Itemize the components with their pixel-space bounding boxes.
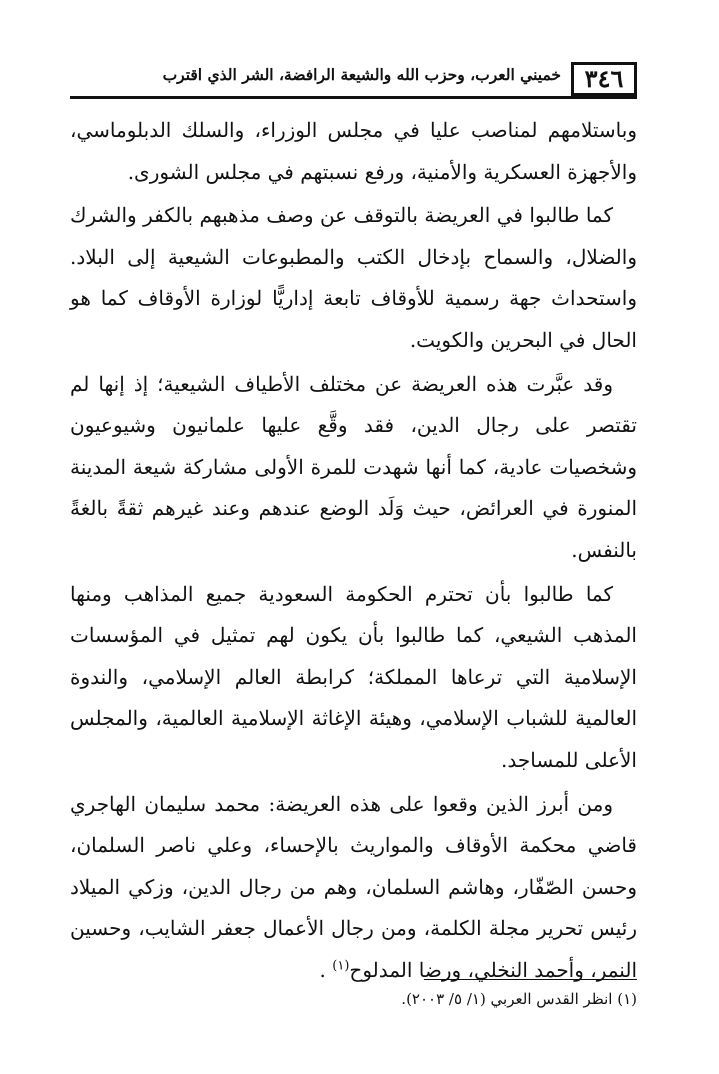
page-number: ٣٤٦: [571, 62, 637, 96]
paragraph-5-end: .: [319, 957, 333, 982]
body-text: [70, 110, 637, 991]
paragraph-4: كما طالبوا بأن تحترم الحكومة السعودية جميع المذاهب ومنها المذهب الشيعي، كما طالبوا بأن يكون لهم تمثيل في المؤسسات الإسلامية التي ترعاها المملكة؛ كرابطة العالم الإسلامي، والندوة العالمية للشباب الإسلامي، وهيئة الإغاثة الإسلامية العالمية، والمجلس الأعلى للمساجد.: [70, 581, 637, 772]
running-header: خميني العرب، وحزب الله والشيعة الرافضة، الشر الذي اقترب: [162, 65, 561, 84]
paragraph-1: وباستلامهم لمناصب عليا في مجلس الوزراء، والسلك الدبلوماسي، والأجهزة العسكرية والأمنية، ورفع نسبتهم في مجلس الشورى.: [70, 118, 637, 184]
footnote: (١) انظر القدس العربي (١/ ٥/ ٢٠٠٣).: [401, 990, 637, 1008]
footnote-rule: [424, 979, 637, 980]
header-rule: [70, 96, 637, 99]
footnote-marker[interactable]: (١): [332, 958, 350, 974]
paragraph-3: وقد عبَّرت هذه العريضة عن مختلف الأطياف الشيعية؛ إذ إنها لم تقتصر على رجال الدين، فقد وقَّع عليها علمانيون وشيوعيون وشخصيات عادية، كما أنها شهدت للمرة الأولى مشاركة شيعة المدينة المنورة في العرائض، حيث وَلَد الوضع عندهم وعند غيرهم ثقةً بالغةً بالنفس.: [70, 371, 637, 562]
paragraph-5: [70, 784, 637, 992]
paragraph-5-text: ومن أبرز الذين وقعوا على هذه العريضة: محمد سليمان الهاجري قاضي محكمة الأوقاف والمواريث بالإحساء، وعلي ناصر السلمان، وحسن الصّفّار، وهاشم السلمان، وهم من رجال الدين، وزكي الميلاد رئيس تحرير مجلة الكلمة، ومن رجال الأعمال جعفر الشايب، وحسين النمر، وأحمد النخلي، ورضا المدلوح: [70, 791, 637, 982]
paragraph-2: كما طالبوا في العريضة بالتوقف عن وصف مذهبهم بالكفر والشرك والضلال، والسماح بإدخال الكتب والمطبوعات الشيعية إلى البلاد. واستحداث جهة رسمية للأوقاف تابعة إداريًّا لوزارة الأوقاف كما هو الحال في البحرين والكويت.: [70, 203, 637, 352]
